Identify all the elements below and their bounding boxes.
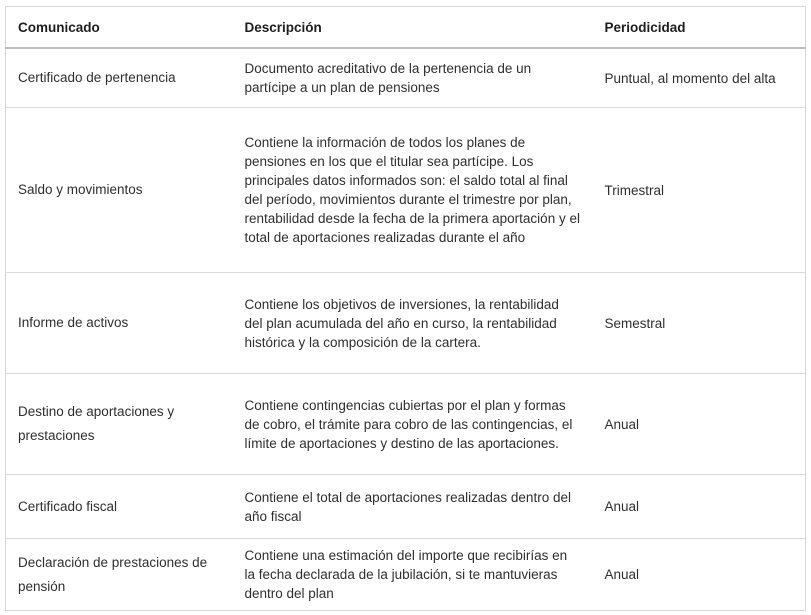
- cell-periodicidad: Anual: [593, 539, 806, 611]
- table-header: [6, 7, 806, 49]
- cell-comunicado: Certificado de pertenencia: [6, 48, 233, 108]
- table-row: [6, 108, 806, 273]
- cell-descripcion: Contiene el total de aportaciones realizadas dentro del año fiscal: [233, 475, 593, 539]
- cell-periodicidad: Anual: [593, 475, 806, 539]
- communications-table: [5, 6, 806, 611]
- cell-comunicado: Declaración de prestaciones de pensión: [6, 539, 233, 611]
- table-row: [6, 374, 806, 475]
- cell-descripcion: Contiene una estimación del importe que recibirías en la fecha declarada de la jubilación, si te mantuvieras dentro del plan: [233, 539, 593, 611]
- header-periodicidad: Periodicidad: [593, 7, 806, 49]
- cell-descripcion: Contiene los objetivos de inversiones, la rentabilidad del plan acumulada del año en curso, la rentabilidad histórica y la composición de la cartera.: [233, 273, 593, 374]
- table-row: [6, 539, 806, 611]
- cell-comunicado: Certificado fiscal: [6, 475, 233, 539]
- header-comunicado: Comunicado: [6, 7, 233, 49]
- table-body: [6, 48, 806, 611]
- header-row: [6, 7, 806, 49]
- table-row: [6, 48, 806, 108]
- cell-comunicado: Informe de activos: [6, 273, 233, 374]
- table-row: [6, 273, 806, 374]
- cell-periodicidad: Semestral: [593, 273, 806, 374]
- table-row: [6, 475, 806, 539]
- cell-descripcion: Documento acreditativo de la pertenencia de un partícipe a un plan de pensiones: [233, 48, 593, 108]
- cell-descripcion: Contiene contingencias cubiertas por el plan y formas de cobro, el trámite para cobro de las contingencias, el límite de aportaciones y destino de las aportaciones.: [233, 374, 593, 475]
- cell-periodicidad: Trimestral: [593, 108, 806, 273]
- header-descripcion: Descripción: [233, 7, 593, 49]
- cell-comunicado: Saldo y movimientos: [6, 108, 233, 273]
- cell-periodicidad: Puntual, al momento del alta: [593, 48, 806, 108]
- communications-table-container: [5, 6, 805, 611]
- cell-periodicidad: Anual: [593, 374, 806, 475]
- cell-comunicado: Destino de aportaciones y prestaciones: [6, 374, 233, 475]
- cell-descripcion: Contiene la información de todos los planes de pensiones en los que el titular sea partícipe. Los principales datos informados son: el saldo total al final del período, movimientos durante el trimestre por plan, rentabilidad desde la fecha de la primera aportación y el total de aportaciones realizadas durante el año: [233, 108, 593, 273]
